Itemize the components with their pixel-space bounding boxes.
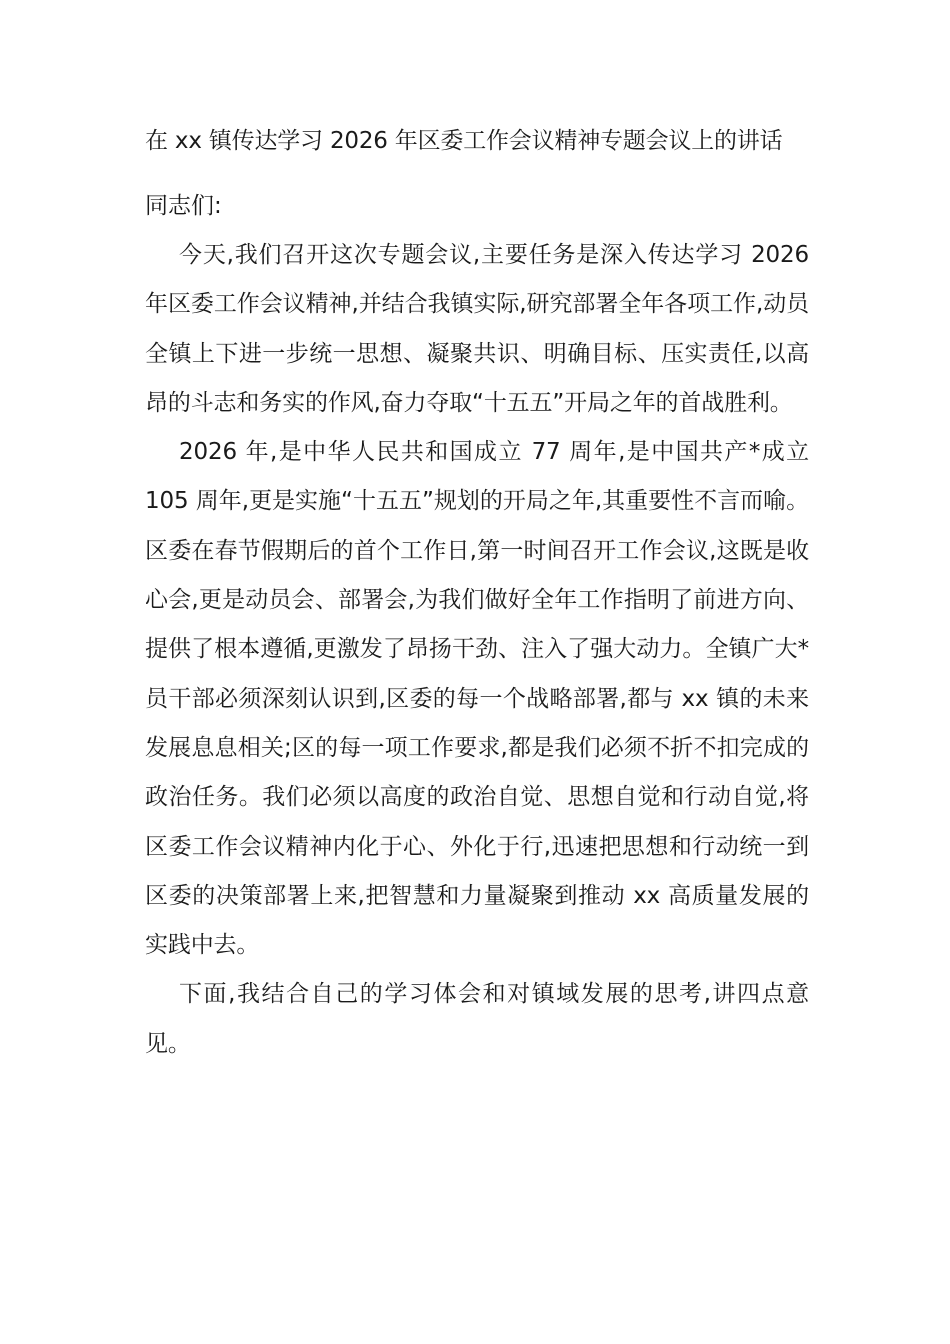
paragraph-transition: 下面,我结合自己的学习体会和对镇域发展的思考,讲四点意见。: [145, 981, 809, 1057]
document-body: [145, 118, 809, 1069]
paragraph-background: 2026 年,是中华人民共和国成立 77 周年,是中国共产*成立 105 周年,更是实施“十五五”规划的开局之年,其重要性不言而喻。区委在春节假期后的首个工作日,第一时间召开工作会议,这既是收心会,更是动员会、部署会,为我们做好全年工作指明了前进方向、提供了根本遵循,更激发了昂扬干劲、注入了强大动力。全镇广大*员干部必须深刻认识到,区委的每一个战略部署,都与 xx 镇的未来发展息息相关;区的每一项工作要求,都是我们必须不折不扣完成的政治任务。我们必须以高度的政治自觉、思想自觉和行动自觉,将区委工作会议精神内化于心、外化于行,迅速把思想和行动统一到区委的决策部署上来,把智慧和力量凝聚到推动 xx 高质量发展的实践中去。: [145, 439, 809, 959]
document-title: 在 xx 镇传达学习 2026 年区委工作会议精神专题会议上的讲话: [145, 128, 783, 154]
paragraph-intro: 今天,我们召开这次专题会议,主要任务是深入传达学习 2026 年区委工作会议精神,并结合我镇实际,研究部署全年各项工作,动员全镇上下进一步统一思想、凝聚共识、明确目标、压实责任,以高昂的斗志和务实的作风,奋力夺取“十五五”开局之年的首战胜利。: [145, 242, 809, 416]
salutation: 同志们:: [145, 193, 222, 219]
